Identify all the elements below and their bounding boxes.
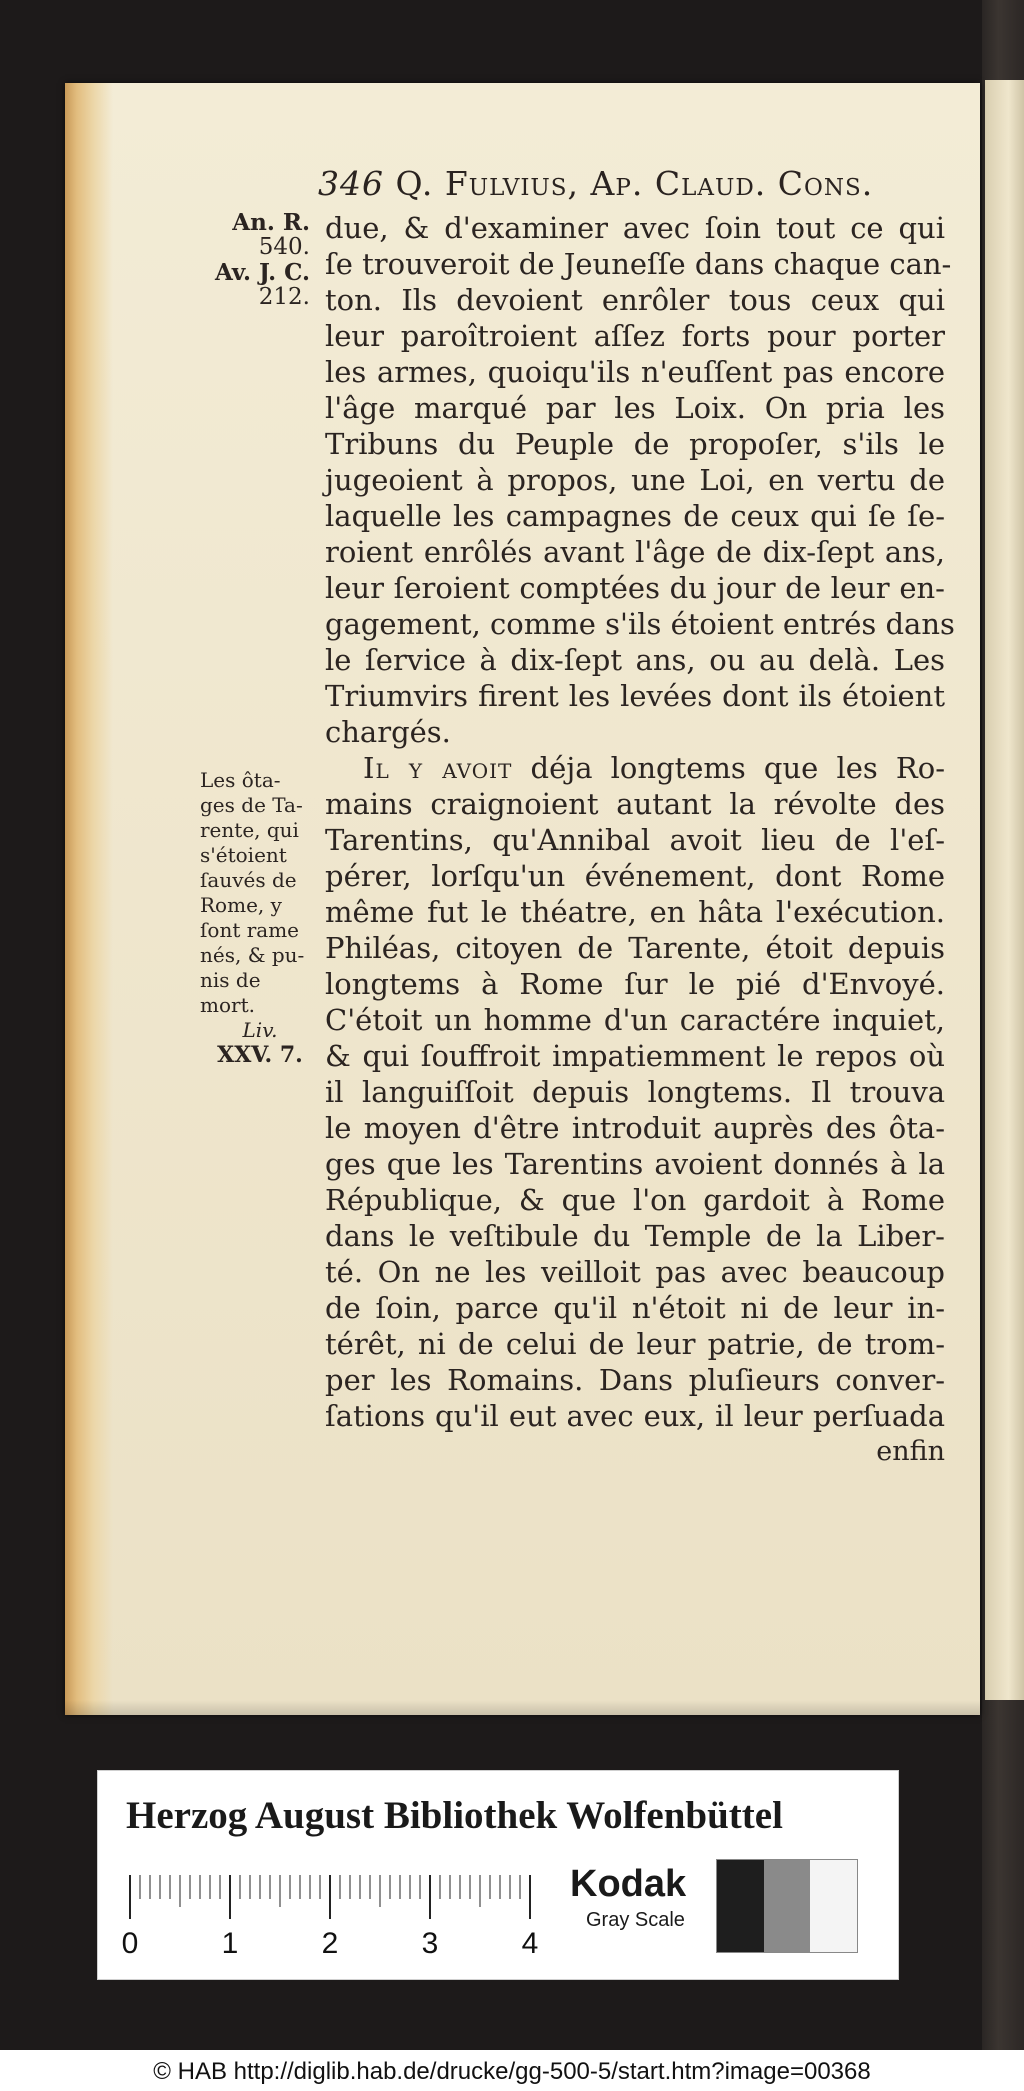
- page-gutter-edge: [65, 83, 113, 1715]
- margin-note-line: Les ôta-: [200, 768, 281, 792]
- margin-date-line: 540.: [258, 234, 310, 260]
- facing-page-edge: [985, 80, 1024, 1700]
- text-line: mains craignoient autant la révolte des: [325, 787, 945, 821]
- text-line: l'âge marqué par les Loix. On pria les: [325, 391, 945, 425]
- text-line: Tribuns du Peuple de propoſer, s'ils le: [325, 427, 945, 461]
- text-line: chargés.: [325, 715, 451, 749]
- text-line: leur ſeroient comptées du jour de leur en-: [325, 571, 945, 605]
- catchword: enfin: [876, 1436, 945, 1467]
- margin-date-line: Av. J. C.: [215, 259, 310, 286]
- text-line: le moyen d'être introduit auprès des ôta-: [325, 1111, 945, 1145]
- ruler-label: 2: [321, 1927, 339, 1960]
- text-line: pérer, lorſqu'un événement, dont Rome: [325, 859, 945, 893]
- text-line: leur paroîtroient aſſez forts pour porter: [325, 319, 945, 353]
- margin-reference: Liv.: [242, 1018, 278, 1042]
- text-line: té. On ne les veilloit pas avec beaucoup: [325, 1255, 945, 1289]
- page-number: 346: [318, 164, 384, 203]
- text-line: Tarentins, qu'Annibal avoit lieu de l'eſ-: [325, 823, 945, 857]
- margin-date-line: 212.: [258, 284, 310, 310]
- text-line: dans le veſtibule du Temple de la Liber-: [325, 1219, 945, 1253]
- kodak-brand: Kodak: [570, 1863, 687, 1905]
- main-text-block: [325, 210, 955, 1470]
- text-line: République, & que l'on gardoit à Rome: [325, 1183, 945, 1217]
- text-line: per les Romains. Dans pluſieurs conver-: [325, 1363, 945, 1397]
- text-line: de ſoin, parce qu'il n'étoit ni de leur in-: [325, 1291, 945, 1325]
- running-header: [318, 164, 873, 203]
- paragraph-opening-rest: déja longtems que les Ro-: [530, 751, 945, 785]
- text-line: C'étoit un homme d'un caractére inquiet,: [325, 1003, 945, 1037]
- copyright-url: © HAB http://diglib.hab.de/drucke/gg-500-5/start.htm?image=00368: [153, 2058, 871, 2085]
- kodak-gray-scale-label: Gray Scale: [586, 1909, 685, 1931]
- text-line: il languiſſoit depuis longtems. Il trouva: [325, 1075, 945, 1109]
- text-line: longtems à Rome ſur le pié d'Envoyé.: [325, 967, 945, 1001]
- ruler-label: 0: [121, 1927, 139, 1960]
- margin-note-line: ges de Ta-: [200, 793, 303, 817]
- text-line: roient enrôlés avant l'âge de dix-ſept ans,: [325, 535, 945, 569]
- text-line: Triumvirs firent les levées dont ils étoient: [325, 679, 945, 713]
- paragraph-opening-words: Il y avoit: [363, 751, 513, 785]
- text-line: ges que les Tarentins avoient donnés à la: [325, 1147, 945, 1181]
- margin-note-line: ſauvés de: [200, 868, 297, 892]
- running-title: Q. Fulvius, Ap. Claud. Cons.: [395, 164, 874, 203]
- scale-ruler: [121, 1871, 548, 1961]
- text-line: due, & d'examiner avec ſoin tout ce qui: [325, 211, 945, 245]
- margin-note-line: mort.: [200, 993, 255, 1017]
- library-title: Herzog August Bibliothek Wolfenbüttel: [126, 1794, 783, 1837]
- text-line: ton. Ils devoient enrôler tous ceux qui: [325, 283, 945, 317]
- ruler-label: 3: [421, 1927, 439, 1960]
- margin-date-note: [200, 210, 310, 310]
- gray-patch: [717, 1860, 764, 1952]
- margin-note-line: s'étoient: [200, 843, 287, 867]
- text-line: le ſervice à dix-ſept ans, ou au delà. Les: [325, 643, 945, 677]
- text-line: ſe trouveroit de Jeuneſſe dans chaque can-: [325, 247, 952, 281]
- paragraph-opening-line: [325, 750, 945, 786]
- margin-reference: XXV. 7.: [217, 1042, 303, 1068]
- text-line: les armes, quoiqu'ils n'euſſent pas encore: [325, 355, 945, 389]
- margin-note-line: ſont rame: [200, 918, 300, 942]
- gray-patch: [810, 1860, 857, 1952]
- text-line: gagement, comme s'ils étoient entrés dans: [325, 607, 955, 641]
- margin-date-line: An. R.: [232, 209, 310, 236]
- text-line: jugeoient à propos, une Loi, en vertu de: [325, 463, 945, 497]
- margin-note: [200, 768, 320, 1068]
- gray-scale-patches: [716, 1859, 858, 1953]
- margin-note-line: nis de: [200, 968, 261, 992]
- text-line: & qui ſouffroit impatiemment le repos où: [325, 1039, 945, 1073]
- text-line: même fut le théatre, en hâta l'exécution.: [325, 895, 945, 929]
- text-line: laquelle les campagnes de ceux qui ſe ſe-: [325, 499, 945, 533]
- margin-note-line: Rome, y: [200, 893, 282, 917]
- ruler-label: 1: [221, 1927, 239, 1960]
- text-line: ſations qu'il eut avec eux, il leur perſuada: [325, 1399, 945, 1433]
- margin-note-line: rente, qui: [200, 818, 299, 842]
- margin-note-line: nés, & pu-: [200, 943, 305, 967]
- gray-patch: [764, 1860, 811, 1952]
- page-bottom-shadow: [65, 1700, 980, 1715]
- text-line: Philéas, citoyen de Tarente, étoit depuis: [325, 931, 945, 965]
- ruler-label: 4: [521, 1927, 539, 1960]
- library-color-card: [97, 1770, 899, 1980]
- text-line: térêt, ni de celui de leur patrie, de trom-: [325, 1327, 945, 1361]
